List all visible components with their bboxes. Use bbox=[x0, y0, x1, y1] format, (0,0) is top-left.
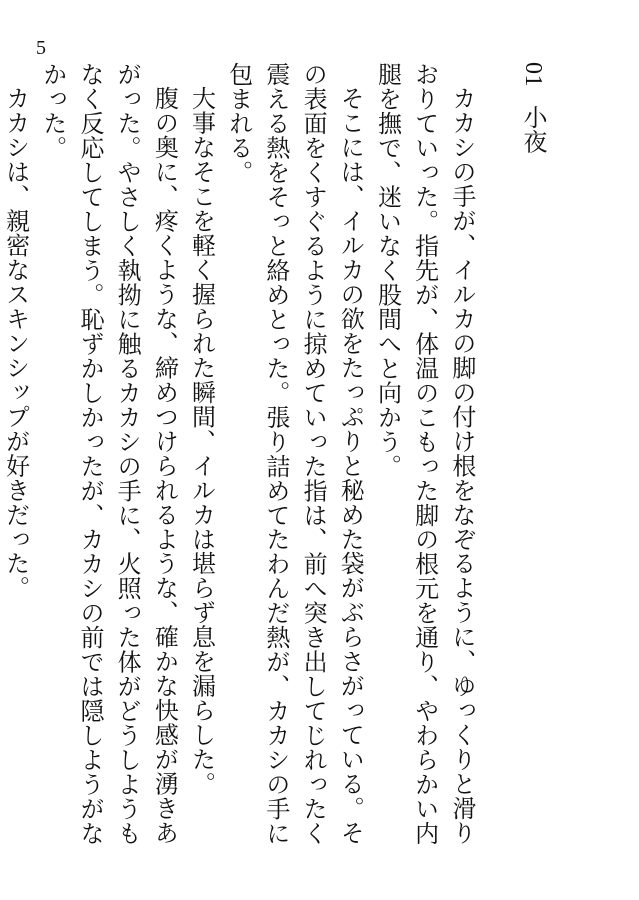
paragraph: 大事なそこを軽く握られた瞬間、イルカは堪らず息を漏らした。 bbox=[187, 86, 216, 796]
page-number: 5 bbox=[36, 37, 46, 59]
chapter-heading bbox=[514, 62, 551, 852]
paragraph: そこには、イルカの欲をたっぷりと秘めた袋がぶらさがっている。その表面をくすぐるように掠めていった指は、前へ突き出してじれったく震える熱をそっと絡めとった。張り詰めてたわんだ熱が、カカシの手に包まれる。 bbox=[224, 62, 365, 846]
paragraph: 腹の奥に、疼くような、締めつけられるような、確かな快感が湧きあがった。やさしく執拗に触るカカシの手に、火照った体がどうしようもなく反応してしまう。恥ずかしかったが、カカシの前では隠しようがなかった。 bbox=[38, 62, 179, 846]
paragraph: カカシの手が、イルカの脚の付け根をなぞるように、ゆっくりと滑りおりていった。指先が、体温のこもった脚の根元を通り、やわらかい内腿を撫で、迷いなく股間へと向かう。 bbox=[373, 62, 476, 846]
vertical-text-body bbox=[0, 62, 551, 852]
chapter-number: 01 bbox=[520, 62, 546, 87]
paragraph: カカシは、親密なスキンシップが好きだった。 bbox=[1, 86, 30, 601]
chapter-title: 小夜 bbox=[519, 104, 547, 154]
